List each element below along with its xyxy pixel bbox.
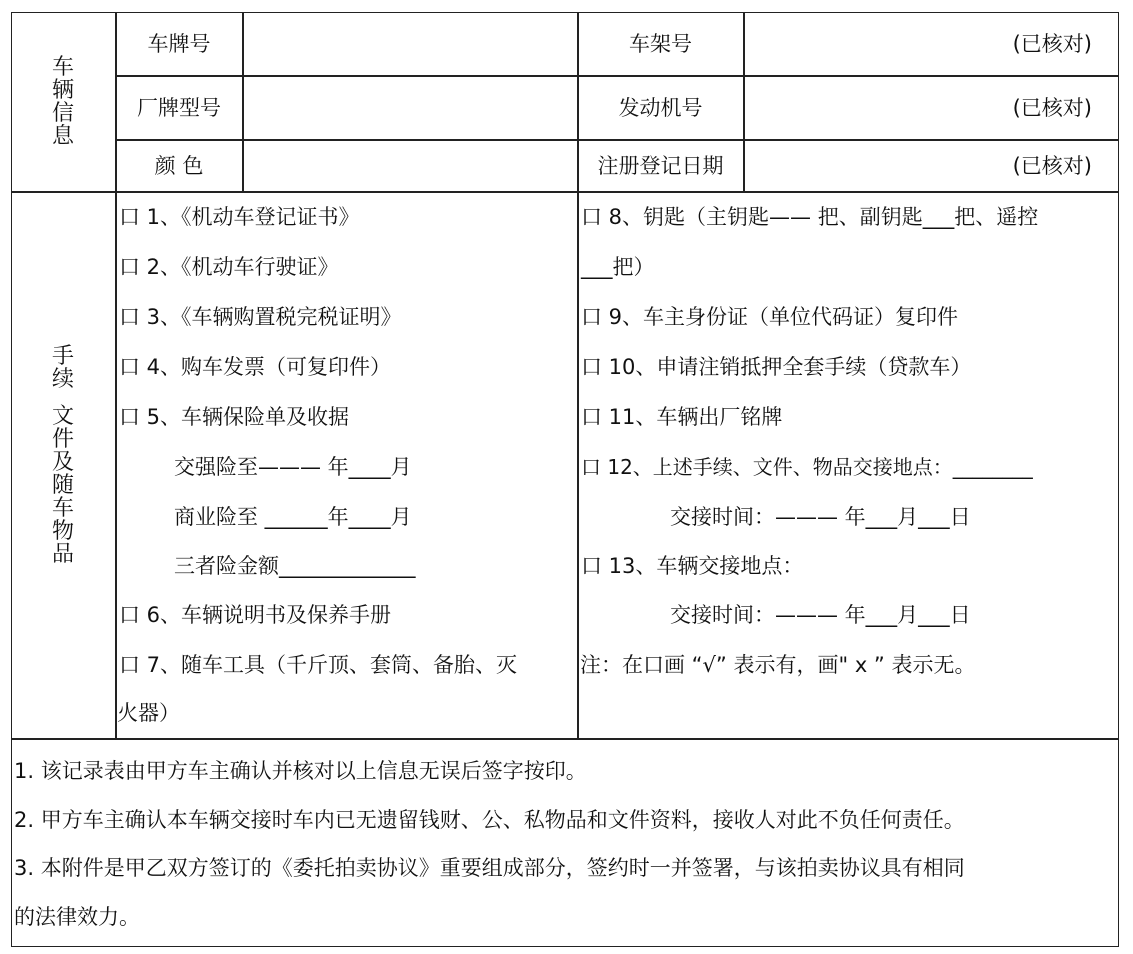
grid-line	[242, 12, 244, 192]
checklist-item[interactable]: 口 10、申请注销抵押全套手续（贷款车）	[581, 355, 972, 379]
registration-date-label: 注册登记日期	[597, 154, 724, 178]
grid-line	[116, 75, 1119, 77]
checklist-item[interactable]: 口 13、车辆交接地点：	[581, 554, 804, 578]
checklist-item[interactable]: 口 6、车辆说明书及保养手册	[119, 603, 392, 627]
vin-value[interactable]: (已核对)	[1012, 32, 1092, 56]
note-line: 3. 本附件是甲乙双方签订的《委托拍卖协议》重要组成部分，签约时一并签署，与该拍卖协议具有相同	[14, 856, 965, 880]
check-mark-note: 注：在口画 “√” 表示有，画" x ” 表示无。	[580, 653, 976, 677]
checklist-item-continuation: ___把）	[581, 255, 655, 279]
grid-line	[11, 738, 1119, 740]
checklist-item[interactable]: 口 2、《机动车行驶证》	[119, 255, 339, 279]
checklist-item[interactable]: 口 8、钥匙（主钥匙—— 把、副钥匙___把、遥控	[581, 205, 1039, 229]
engine-number-label: 发动机号	[618, 96, 703, 120]
checklist-item-continuation: 火器）	[117, 701, 180, 725]
grid-line	[116, 139, 1119, 141]
plate-number-label: 车牌号	[147, 32, 211, 56]
registration-date-value[interactable]: (已核对)	[1012, 154, 1092, 178]
color-label: 颜 色	[154, 154, 204, 178]
checklist-item[interactable]: 口 4、购车发票（可复印件）	[119, 355, 392, 379]
checklist-item[interactable]: 口 12、上述手续、文件、物品交接地点：________	[581, 455, 1033, 479]
engine-number-value[interactable]: (已核对)	[1012, 96, 1092, 120]
checklist-item[interactable]: 口 1、《机动车登记证书》	[119, 205, 360, 229]
handover-time-line[interactable]: 交接时间：——— 年___月___日	[670, 603, 971, 627]
note-line: 2. 甲方车主确认本车辆交接时车内已无遗留钱财、公、私物品和文件资料，接收人对此不负任何责任。	[14, 808, 965, 832]
checklist-item[interactable]: 口 5、车辆保险单及收据	[119, 405, 350, 429]
insurance-line[interactable]: 商业险至 ______年____月	[174, 505, 412, 529]
note-line: 1. 该记录表由甲方车主确认并核对以上信息无误后签字按印。	[14, 759, 587, 783]
grid-line	[11, 191, 1119, 193]
grid-line	[743, 12, 745, 192]
checklist-item[interactable]: 口 7、随车工具（千斤顶、套筒、备胎、灭	[119, 653, 518, 677]
brand-model-label: 厂牌型号	[137, 96, 221, 120]
checklist-item[interactable]: 口 11、车辆出厂铭牌	[581, 405, 783, 429]
vin-label: 车架号	[629, 32, 692, 56]
note-line: 的法律效力。	[14, 905, 140, 929]
checklist-item[interactable]: 口 9、车主身份证（单位代码证）复印件	[581, 305, 959, 329]
insurance-line[interactable]: 交强险至——— 年____月	[174, 455, 412, 479]
vehicle-info-section-label: 车 辆 信 息	[51, 55, 74, 149]
insurance-line[interactable]: 三者险金额_____________	[174, 554, 416, 578]
checklist-item[interactable]: 口 3、《车辆购置税完税证明》	[119, 305, 402, 329]
documents-section-label: 手 续 文 件 及 随 车 物 品	[51, 344, 74, 567]
handover-time-line[interactable]: 交接时间：——— 年___月___日	[670, 505, 971, 529]
